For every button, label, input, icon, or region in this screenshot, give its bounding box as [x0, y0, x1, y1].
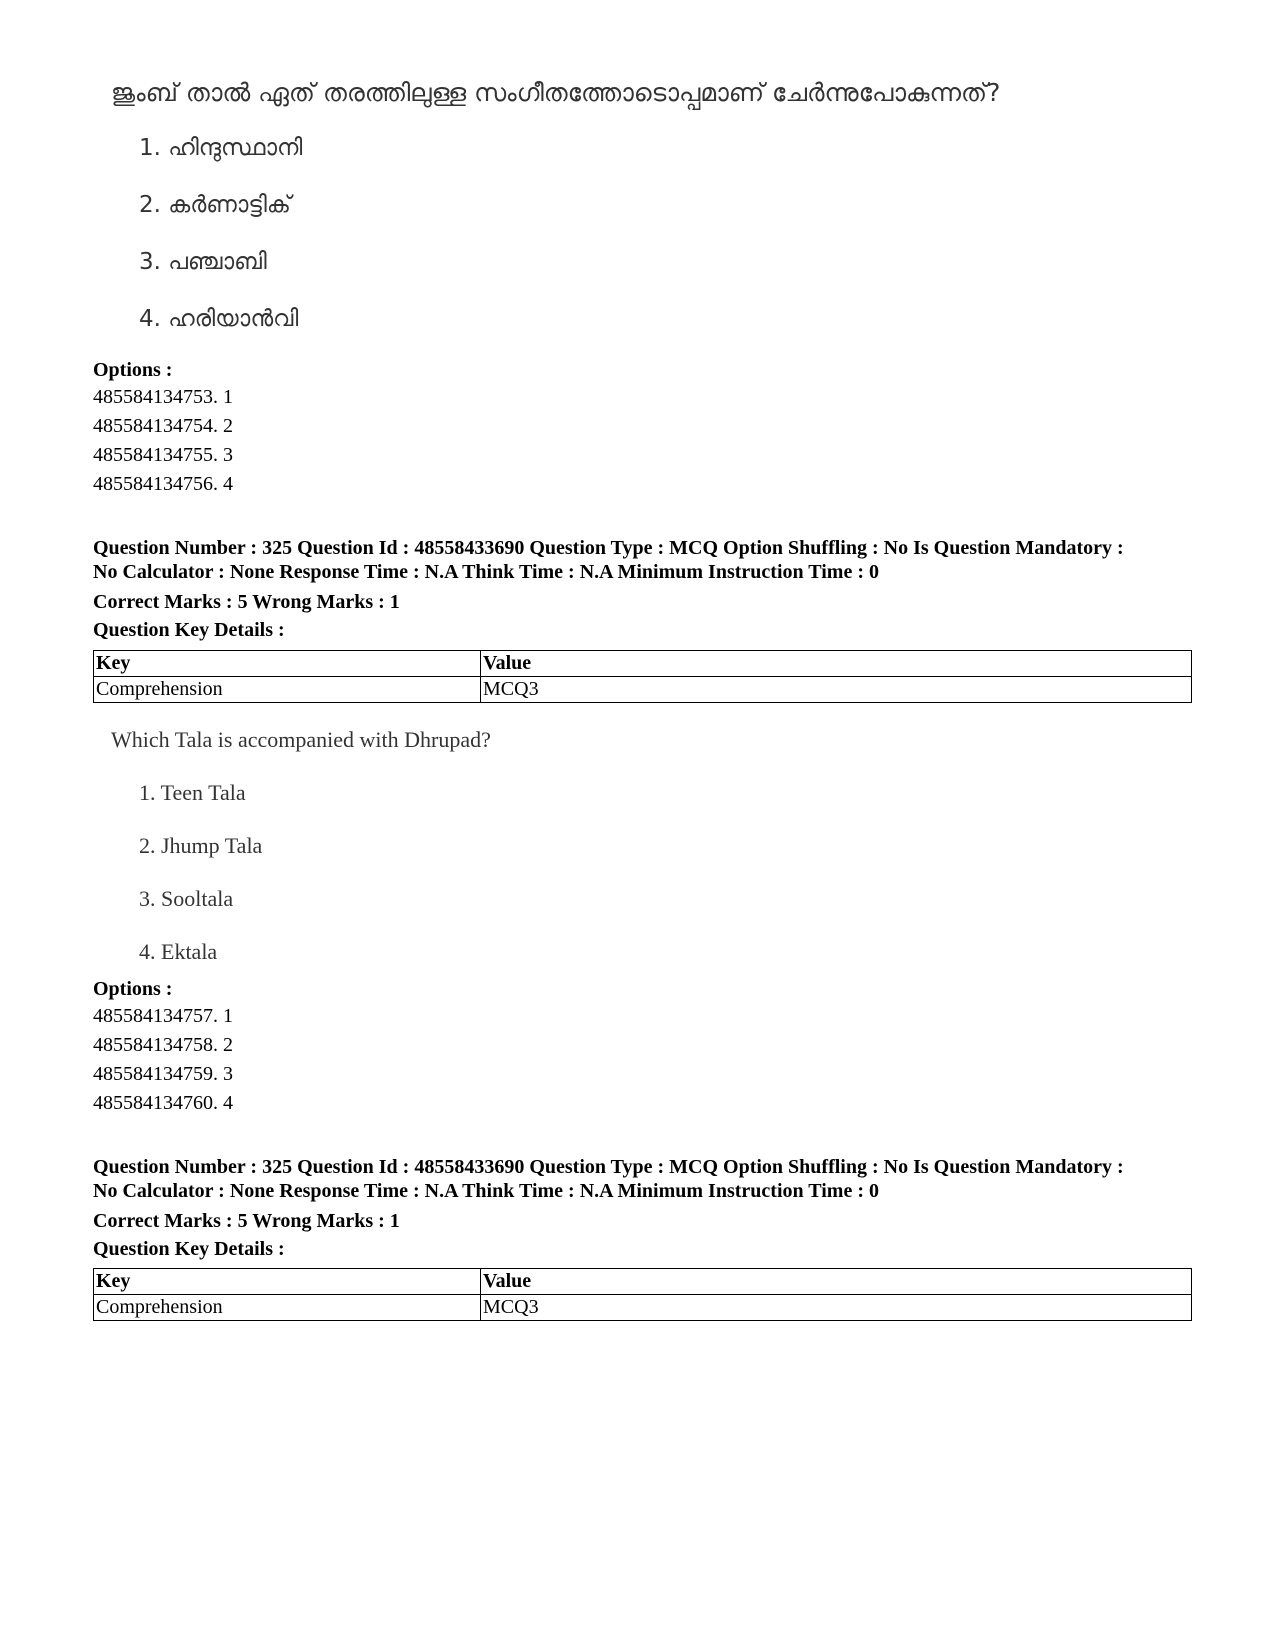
table-header-value: Value: [481, 1269, 1192, 1295]
question-image-option: 4. ഹരിയാൻവി: [139, 306, 299, 332]
question-image-malayalam: [111, 78, 1000, 108]
option-item: 485584134760. 4: [93, 1092, 233, 1114]
option-item: 485584134755. 3: [93, 444, 233, 466]
key-value-table: [93, 650, 1192, 703]
table-header-row: [94, 1269, 1192, 1295]
option-item: 485584134754. 2: [93, 415, 233, 437]
table-cell-key: Comprehension: [94, 677, 481, 703]
question-meta-line: Question Number : 325 Question Id : 48558433690 Question Type : MCQ Option Shuffling : No Is Question Mandatory :: [93, 537, 1124, 559]
question-image-options: [93, 780, 262, 969]
options-section: [93, 976, 233, 1118]
table-row: [94, 677, 1192, 703]
question-image-option: 2. കർണാട്ടിക്: [139, 192, 291, 218]
key-details-label: Question Key Details :: [93, 619, 285, 641]
marks-line: Correct Marks : 5 Wrong Marks : 1: [93, 1210, 400, 1232]
option-item: 485584134758. 2: [93, 1034, 233, 1056]
question-meta-line: Question Number : 325 Question Id : 48558433690 Question Type : MCQ Option Shuffling : No Is Question Mandatory :: [93, 1156, 1124, 1178]
table-header-row: [94, 651, 1192, 677]
question-text: Which Tala is accompanied with Dhrupad?: [111, 727, 491, 752]
question-image-english: [111, 727, 491, 753]
option-item: 485584134753. 1: [93, 386, 233, 408]
option-item: 485584134756. 4: [93, 473, 233, 495]
table-row: [94, 1295, 1192, 1321]
question-image-option: 1. ഹിന്ദുസ്ഥാനി: [139, 135, 303, 161]
table-header-key: Key: [94, 651, 481, 677]
question-meta-line: No Calculator : None Response Time : N.A Think Time : N.A Minimum Instruction Time : 0: [93, 1180, 879, 1202]
table-header-value: Value: [481, 651, 1192, 677]
question-meta-line: No Calculator : None Response Time : N.A Think Time : N.A Minimum Instruction Time : 0: [93, 561, 879, 583]
options-section: [93, 357, 233, 499]
table-cell-value: MCQ3: [481, 1295, 1192, 1321]
option-item: 485584134759. 3: [93, 1063, 233, 1085]
table-cell-value: MCQ3: [481, 677, 1192, 703]
question-meta: [93, 536, 1124, 644]
key-value-table: [93, 1268, 1192, 1321]
question-image-option: 4. Ektala: [139, 939, 218, 964]
table-header-key: Key: [94, 1269, 481, 1295]
question-image-option: 3. Sooltala: [139, 886, 234, 911]
table-cell-key: Comprehension: [94, 1295, 481, 1321]
key-details-label: Question Key Details :: [93, 1238, 285, 1260]
question-image-option: 3. പഞ്ചാബി: [139, 249, 267, 275]
question-text: ജുംബ് താൽ ഏത് തരത്തിലുള്ള സംഗീതത്തോടൊപ്പമാണ് ചേർന്നുപോകുന്നത്?: [111, 78, 1001, 107]
options-label: Options :: [93, 978, 173, 1000]
question-meta: [93, 1155, 1124, 1263]
marks-line: Correct Marks : 5 Wrong Marks : 1: [93, 591, 400, 613]
question-image-options: [93, 135, 302, 346]
options-label: Options :: [93, 359, 173, 381]
question-image-option: 1. Teen Tala: [139, 780, 246, 805]
question-image-option: 2. Jhump Tala: [139, 833, 263, 858]
option-item: 485584134757. 1: [93, 1005, 233, 1027]
